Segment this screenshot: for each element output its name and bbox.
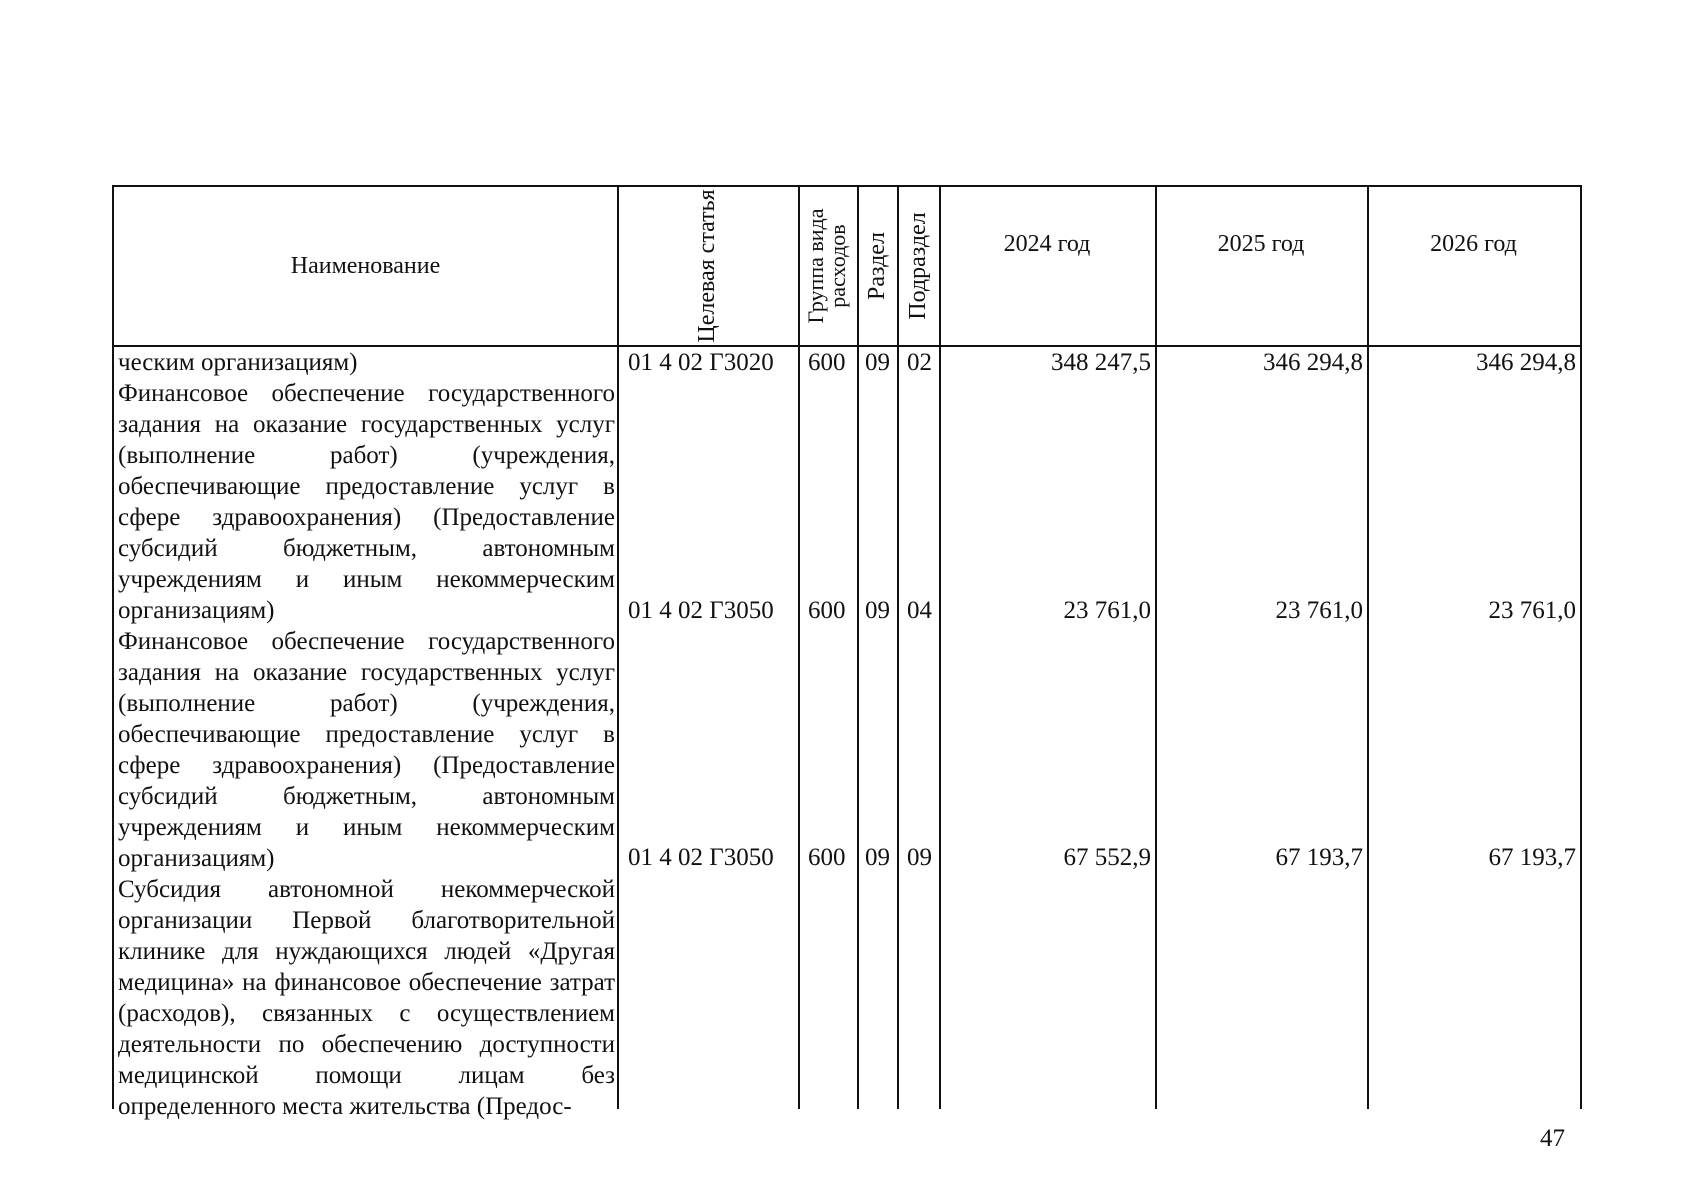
expense-group: 600 <box>808 597 846 624</box>
name-column <box>118 347 615 1122</box>
page-number: 47 <box>1540 1125 1565 1152</box>
amount-2026: 67 193,7 <box>1488 844 1576 871</box>
col-divider <box>1155 187 1157 1109</box>
header-2026: 2026 год <box>1430 230 1517 257</box>
section-code: 09 <box>865 349 890 376</box>
target-code: 01 4 02 Г3050 <box>628 597 774 624</box>
amount-2025: 23 761,0 <box>1275 597 1363 624</box>
expense-group: 600 <box>808 349 846 376</box>
subsection-code: 04 <box>907 597 932 624</box>
header-expense-group: Группа вида расходов <box>803 208 850 324</box>
target-code: 01 4 02 Г3050 <box>628 844 774 871</box>
name-text: Финансовое обеспечение государственного задания на оказание государственных услуг (выполнение работ) (учреждения, обеспечивающие предоставление услуг в сфере здравоохранения) (Предоставление субсидий бюджетным, автономным учреждениям и иным некоммерческим организациям) <box>118 380 615 624</box>
amount-2025: 346 294,8 <box>1263 349 1363 376</box>
col-divider <box>1367 187 1369 1109</box>
subsection-code: 09 <box>907 844 932 871</box>
section-code: 09 <box>865 597 890 624</box>
amount-2024: 348 247,5 <box>1051 349 1151 376</box>
amount-2024: 67 552,9 <box>1063 844 1151 871</box>
expense-group: 600 <box>808 844 846 871</box>
amount-2024: 23 761,0 <box>1063 597 1151 624</box>
name-text: Финансовое обеспечение государственного задания на оказание государственных услуг (выполнение работ) (учреждения, обеспечивающие предоставление услуг в сфере здравоохранения) (Предоставление субсидий бюджетным, автономным учреждениям и иным некоммерческим организациям) <box>118 628 615 872</box>
header-section: Раздел <box>864 232 890 300</box>
header-2024: 2024 год <box>1003 230 1091 257</box>
section-code: 09 <box>865 844 890 871</box>
budget-table <box>112 185 1582 1120</box>
amount-2026: 346 294,8 <box>1476 349 1576 376</box>
col-divider <box>617 187 619 1109</box>
header-2025: 2025 год <box>1217 230 1305 257</box>
col-divider <box>897 187 899 1109</box>
header-target: Целевая статья <box>694 189 720 343</box>
name-text: Субсидия автономной некоммерческой организации Первой благотворительной клинике для нуждающихся людей «Другая медицина» на финансовое обеспечение затрат (расходов), связанных с осуществлением деятельности по обеспечению доступности медицинской помощи лицам без определенного места жительства (Предос- <box>118 876 615 1120</box>
col-divider <box>798 187 800 1109</box>
header-name: Наименование <box>290 252 441 279</box>
subsection-code: 02 <box>907 349 932 376</box>
name-text: ческим организациям) <box>118 349 358 376</box>
col-divider <box>857 187 859 1109</box>
target-code: 01 4 02 Г3020 <box>628 349 774 376</box>
header-subsection: Подраздел <box>905 212 931 320</box>
amount-2025: 67 193,7 <box>1275 844 1363 871</box>
col-divider <box>939 187 941 1109</box>
amount-2026: 23 761,0 <box>1488 597 1576 624</box>
